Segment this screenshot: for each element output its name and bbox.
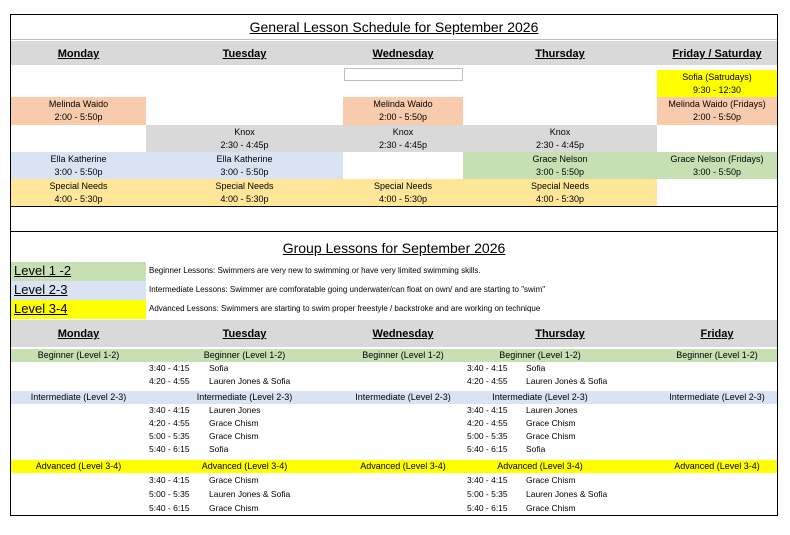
special-name: Special Needs [530,181,590,191]
advanced-sessions [11,474,777,514]
group-day-friday: Friday [700,328,734,340]
session-instructor: Grace Chism [209,475,259,485]
special-wednesday-cell [343,179,463,206]
ella-time: 3:00 - 5:50p [220,167,269,177]
grace-thursday-cell [463,152,657,179]
session-time: 3:40 - 4:15 [149,405,190,415]
ella-name: Ella Katherine [216,154,273,164]
group-day-thursday: Thursday [535,328,585,340]
knox-name: Knox [549,127,571,137]
session-time: 5:00 - 5:35 [149,431,190,441]
sofia-saturday-cell [657,70,777,97]
advanced-label-monday: Advanced (Level 3-4) [35,461,122,471]
grace-time: 3:00 - 5:50p [692,167,742,177]
session-time: 3:40 - 4:15 [149,475,190,485]
session-instructor: Grace Chism [209,431,259,441]
session-instructor: Lauren Jones & Sofia [526,489,608,499]
special-name: Special Needs [215,181,274,191]
session-time: 5:00 - 5:35 [467,489,508,499]
knox-time: 2:30 - 4:45p [220,140,269,150]
beginner-label-tuesday: Beginner (Level 1-2) [203,350,286,360]
session-instructor: Grace Chism [209,418,259,428]
grace-time: 3:00 - 5:50p [535,167,585,177]
group-title: Group Lessons for September 2026 [282,240,506,256]
knox-name: Knox [234,127,255,137]
ella-name: Ella Katherine [50,154,107,164]
session-time: 5:40 - 6:15 [467,444,508,454]
special-time: 4:00 - 5:30p [54,194,103,204]
special-time: 4:00 - 5:30p [220,194,269,204]
intermediate-label-thursday: Intermediate (Level 2-3) [492,392,588,402]
special-time: 4:00 - 5:30p [535,194,585,204]
session-time: 5:00 - 5:35 [467,431,508,441]
session-instructor: Lauren Jones [526,405,578,415]
beginner-label-thursday: Beginner (Level 1-2) [499,350,581,360]
sofia-time: 9:30 - 12:30 [692,85,742,95]
level-1-2-description: Beginner Lessons: Swimmers are very new to swimming or have very limited swimming skills. [149,266,481,275]
advanced-label-thursday: Advanced (Level 3-4) [497,461,583,471]
melinda-friday-cell [657,97,777,125]
session-time: 3:40 - 4:15 [467,405,508,415]
session-time: 5:40 - 6:15 [149,444,190,454]
session-instructor: Lauren Jones [209,405,261,415]
special-time: 4:00 - 5:30p [378,194,428,204]
general-day-monday: Monday [57,48,100,60]
session-instructor: Grace Chism [526,418,576,428]
intermediate-label-friday: Intermediate (Level 2-3) [669,392,765,402]
melinda-name: Melinda Waido [48,99,109,109]
ella-monday-cell [11,152,146,179]
session-time: 5:40 - 6:15 [467,503,508,513]
advanced-label-friday: Advanced (Level 3-4) [674,461,760,471]
schedule-sheet [10,14,778,516]
session-time: 4:20 - 4:55 [149,418,190,428]
level-2-3-description: Intermediate Lessons: Swimmer are comforatable going underwater/can float on own/ and are starting to "swim" [149,285,546,294]
ella-tuesday-cell [146,152,343,179]
advanced-label-tuesday: Advanced (Level 3-4) [201,461,288,471]
session-time: 3:40 - 4:15 [467,363,508,373]
grace-friday-cell [657,152,777,179]
general-title: General Lesson Schedule for September 2026 [249,19,539,35]
special-monday-cell [11,179,146,206]
divider [11,39,777,40]
level-2-3-badge: Level 2-3 [11,281,146,300]
grace-fri-name: Grace Nelson (Fridays) [670,154,764,164]
beginner-band [11,349,777,362]
special-thursday-cell [463,179,657,206]
melinda-time: 2:00 - 5:50p [54,112,103,122]
intermediate-sessions [11,404,777,456]
intermediate-label-wednesday: Intermediate (Level 2-3) [355,392,451,402]
session-time: 5:40 - 6:15 [149,503,190,513]
session-instructor: Sofia [209,444,229,454]
session-instructor: Sofia [209,363,229,373]
knox-tuesday-cell [146,125,343,152]
special-name: Special Needs [373,181,433,191]
level-3-4-badge: Level 3-4 [11,300,146,319]
level-1-2-badge: Level 1 -2 [11,262,146,281]
section-divider [11,206,777,207]
beginner-label-friday: Beginner (Level 1-2) [676,350,758,360]
ella-time: 3:00 - 5:50p [54,167,103,177]
knox-wednesday-cell [343,125,463,152]
sofia-name: Sofia (Satrudays) [682,72,752,82]
special-name: Special Needs [49,181,108,191]
session-instructor: Grace Chism [209,503,259,513]
session-time: 3:40 - 4:15 [467,475,508,485]
intermediate-band [11,391,777,404]
general-day-wednesday: Wednesday [372,48,434,60]
intermediate-label-tuesday: Intermediate (Level 2-3) [196,392,293,402]
knox-name: Knox [392,127,414,137]
session-instructor: Grace Chism [526,431,576,441]
session-instructor: Lauren Jones & Sofia [526,376,608,386]
session-instructor: Grace Chism [526,503,576,513]
level-3-4-description: Advanced Lessons: Swimmers are starting to swim proper freestyle / backstroke and are working on technique [149,304,541,313]
melinda-time: 2:00 - 5:50p [378,112,428,122]
session-instructor: Grace Chism [526,475,576,485]
melinda-name: Melinda Waido [373,99,433,109]
group-day-tuesday: Tuesday [222,328,267,340]
section-divider [11,231,777,232]
general-day-tuesday: Tuesday [222,48,267,60]
general-day-friday-saturday: Friday / Saturday [672,48,762,60]
advanced-label-wednesday: Advanced (Level 3-4) [360,461,446,471]
knox-thursday-cell [463,125,657,152]
session-instructor: Sofia [526,363,546,373]
melinda-time: 2:00 - 5:50p [692,112,742,122]
beginner-label-monday: Beginner (Level 1-2) [37,350,120,360]
session-instructor: Lauren Jones & Sofia [209,489,291,499]
knox-time: 2:30 - 4:45p [378,140,428,150]
melinda-monday-cell [11,97,146,125]
beginner-label-wednesday: Beginner (Level 1-2) [362,350,444,360]
melinda-wednesday-cell [343,97,463,125]
session-instructor: Lauren Jones & Sofia [209,376,291,386]
general-day-thursday: Thursday [535,48,585,60]
session-time: 4:20 - 4:55 [467,376,508,386]
beginner-sessions [11,362,777,388]
grace-name: Grace Nelson [532,154,588,164]
special-tuesday-cell [146,179,343,206]
group-day-wednesday: Wednesday [372,328,434,340]
group-day-monday: Monday [57,328,100,340]
session-time: 4:20 - 4:55 [149,376,190,386]
advanced-band [11,460,777,473]
knox-time: 2:30 - 4:45p [535,140,585,150]
melinda-fri-name: Melinda Waido (Fridays) [668,99,766,109]
session-time: 5:00 - 5:35 [149,489,190,499]
session-time: 4:20 - 4:55 [467,418,508,428]
session-time: 3:40 - 4:15 [149,363,190,373]
intermediate-label-monday: Intermediate (Level 2-3) [30,392,127,402]
session-instructor: Sofia [526,444,546,454]
empty-cell [344,68,463,81]
